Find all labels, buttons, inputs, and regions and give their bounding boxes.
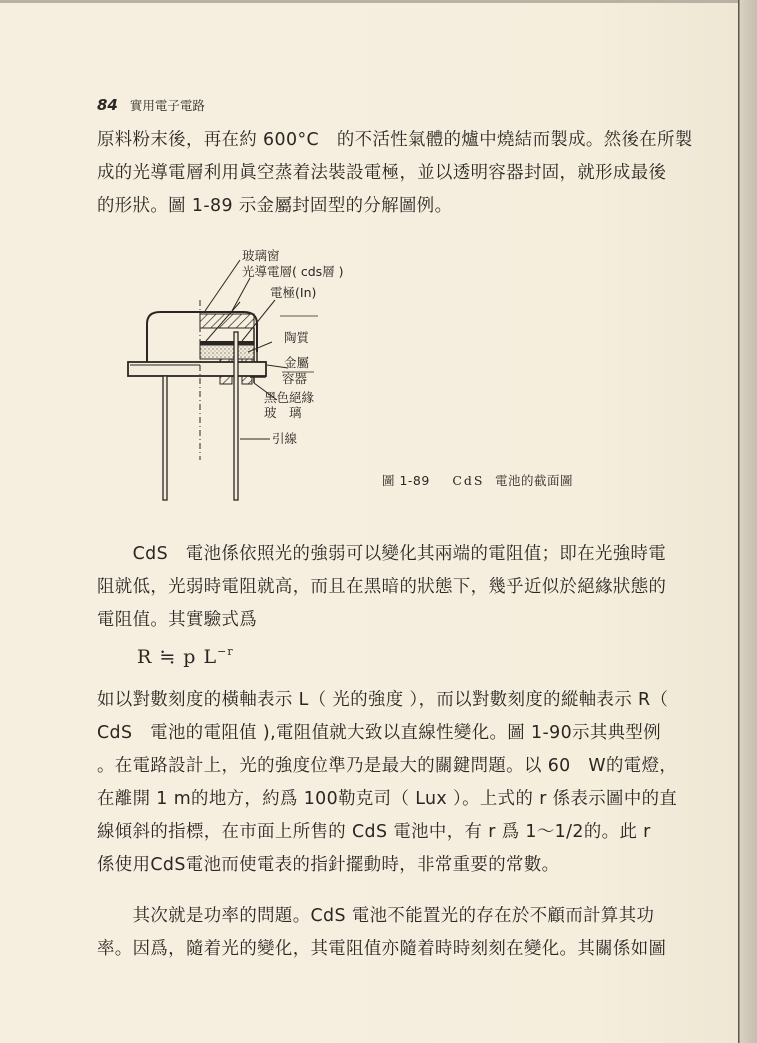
- label-metal-container-2: 容器: [282, 371, 308, 386]
- text-line: 原料粉末後，再在約 600°C 的不活性氣體的爐中燒結而製成。然後在所製: [97, 130, 693, 150]
- paragraph-manufacturing: [97, 124, 697, 223]
- paragraph-log-scale: [97, 684, 697, 882]
- label-black-insulating-glass-2: 玻 璃: [264, 405, 302, 420]
- label-ceramic: 陶質: [284, 330, 310, 345]
- paragraph-cds-behavior: [97, 538, 697, 637]
- empirical-formula: [137, 645, 234, 668]
- label-photoconductive-layer: 光導電層( cds層 ): [242, 264, 344, 279]
- formula-base: R ≒ p L: [137, 646, 218, 668]
- text-line: CdS 電池係依照光的強弱可以變化其兩端的電阻值；即在光強時電: [97, 544, 667, 564]
- figure-title: 電池的截面圖: [494, 473, 573, 488]
- book-spine-edge: [738, 0, 757, 1043]
- label-electrode: 電極(In): [270, 285, 317, 300]
- formula-exponent: −r: [217, 645, 234, 658]
- text-line: 電阻值。其實驗式爲: [97, 610, 258, 630]
- text-line: 線傾斜的指標，在市面上所售的 CdS 電池中，有 r 爲 1～1/2的。此 r: [97, 822, 651, 842]
- label-black-insulating-glass-1: 黑色絕緣: [264, 390, 315, 405]
- book-title: 實用電子電路: [129, 98, 205, 113]
- running-header: [97, 96, 205, 118]
- figure-caption: [382, 471, 573, 489]
- text-line: 。在電路設計上，光的強度位準乃是最大的關鍵問題。以 60 W的電燈，: [97, 756, 678, 776]
- figure-number: 圖 1-89: [382, 473, 430, 488]
- text-line: 成的光導電層利用眞空蒸着法裝設電極，並以透明容器封固，就形成最後: [97, 163, 667, 183]
- label-lead-wire: 引線: [272, 431, 298, 446]
- paragraph-power: [97, 900, 697, 966]
- text-line: 係使用CdS電池而使電表的指針擺動時，非常重要的常數。: [97, 855, 560, 875]
- label-metal-container-1: 金屬: [284, 355, 310, 370]
- page-number: 84: [97, 96, 118, 114]
- text-line: 在離開 1 m的地方，約爲 100勒克司（ Lux ）。上式的 r 係表示圖中的直: [97, 789, 678, 809]
- text-line: CdS 電池的電阻值 ),電阻值就大致以直線性變化。圖 1-90示其典型例: [97, 723, 662, 743]
- text-line: 率。因爲，隨着光的變化，其電阻值亦隨着時時刻刻在變化。其關係如圖: [97, 939, 667, 959]
- text-line: 如以對數刻度的橫軸表示 L（ 光的強度 ），而以對數刻度的縱軸表示 R（: [97, 690, 669, 710]
- text-line: 的形狀。圖 1-89 示金屬封固型的分解圖例。: [97, 196, 453, 216]
- label-glass-window: 玻璃窗: [242, 248, 280, 263]
- figure-subject: CdS: [452, 473, 485, 488]
- text-line: 阻就低，光弱時電阻就高，而且在黑暗的狀態下，幾乎近似於絕緣狀態的: [97, 577, 667, 597]
- text-line: 其次就是功率的問題。CdS 電池不能置光的存在於不顧而計算其功: [97, 906, 655, 926]
- page-top-edge: [0, 0, 757, 3]
